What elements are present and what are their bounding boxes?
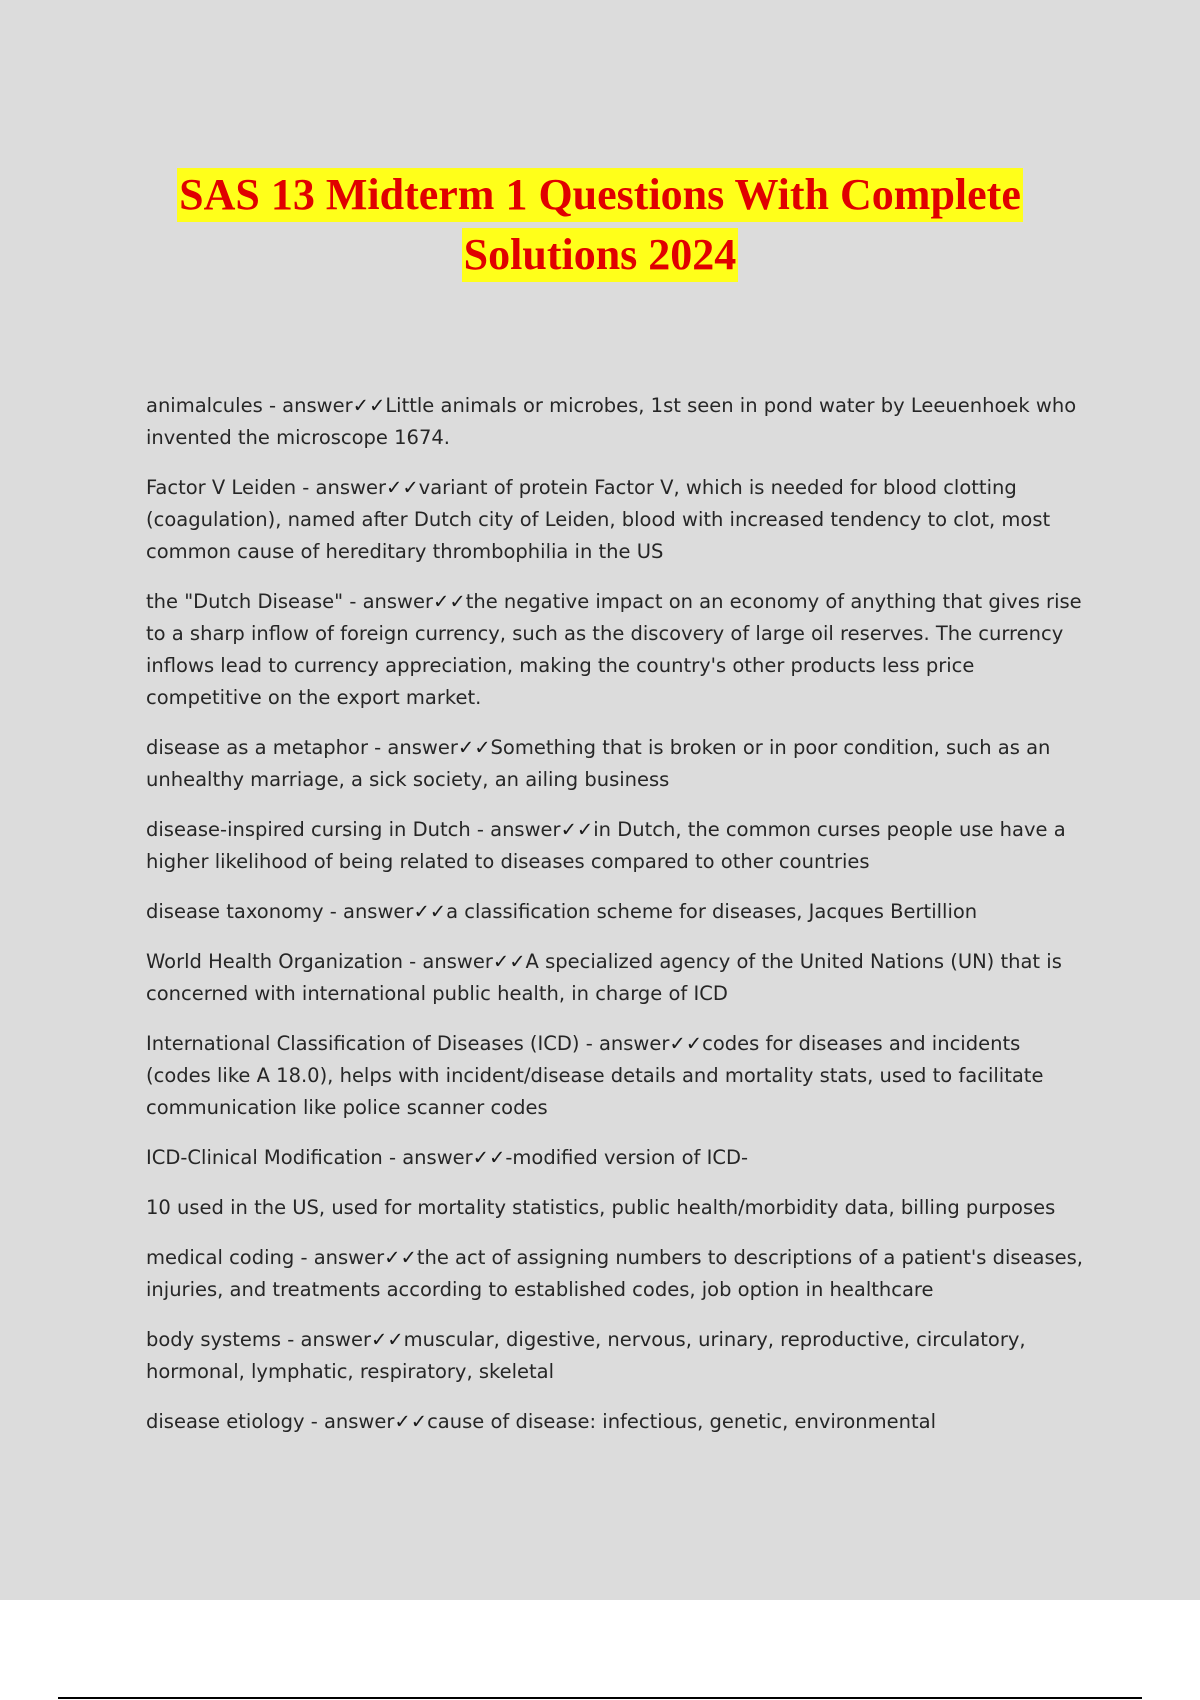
- qa-entry: [146, 1406, 1091, 1438]
- qa-answer-label: - answer: [343, 590, 434, 613]
- qa-term: disease as a metaphor: [146, 736, 368, 759]
- qa-term: disease-inspired cursing in Dutch: [146, 818, 471, 841]
- qa-answer: in Dutch, the common curses people use have a higher likelihood of being related to diseases compared to other countries: [146, 818, 1066, 873]
- qa-answer-label: - answer: [323, 900, 414, 923]
- qa-entry: [146, 1142, 1091, 1174]
- qa-term: body systems: [146, 1328, 282, 1351]
- double-check-icon: ✓✓: [560, 818, 594, 841]
- qa-entry: [146, 1242, 1091, 1306]
- qa-entry: [146, 1028, 1091, 1124]
- double-check-icon: ✓✓: [384, 1246, 417, 1269]
- qa-entry: [146, 586, 1091, 714]
- qa-term: the "Dutch Disease": [146, 590, 344, 613]
- qa-entry: [146, 814, 1091, 878]
- double-check-icon: ✓✓: [413, 900, 447, 923]
- qa-answer-label: - answer: [579, 1032, 670, 1055]
- qa-term: International Classification of Diseases (ICD): [146, 1032, 580, 1055]
- title-line-2: Solutions 2024: [462, 228, 739, 282]
- double-check-icon: ✓✓: [669, 1032, 703, 1055]
- qa-answer-label: - answer: [296, 476, 386, 499]
- qa-list: [146, 390, 1091, 1456]
- qa-term: disease etiology: [146, 1410, 305, 1433]
- qa-answer: cause of disease: infectious, genetic, environmental: [427, 1410, 937, 1433]
- double-check-icon: ✓✓: [457, 736, 491, 759]
- double-check-icon: ✓✓: [394, 1410, 428, 1433]
- qa-answer-label: - answer: [304, 1410, 395, 1433]
- qa-entry: [146, 732, 1091, 796]
- bottom-divider: [58, 1697, 1142, 1699]
- qa-answer-label: - answer: [382, 1146, 473, 1169]
- qa-answer: codes for diseases and incidents (codes like A 18.0), helps with incident/disease details and mortality stats, used to facilitate communication like police scanner codes: [146, 1032, 1044, 1119]
- qa-entry: [146, 472, 1091, 568]
- qa-answer-label: - answer: [294, 1246, 385, 1269]
- qa-answer-label: - answer: [367, 736, 458, 759]
- qa-entry: [146, 390, 1091, 454]
- qa-entry: [146, 896, 1091, 928]
- qa-continuation-line: [146, 1192, 1091, 1224]
- double-check-icon: ✓✓: [370, 1328, 404, 1351]
- qa-answer: the negative impact on an economy of anything that gives rise to a sharp inflow of foreign currency, such as the discovery of large oil reserves. The currency inflows lead to currency appreciation, making the country's other products less price competitive on the export market.: [146, 590, 1082, 709]
- qa-answer: the act of assigning numbers to descriptions of a patient's diseases, injuries, and treatments according to established codes, job option in healthcare: [146, 1246, 1083, 1301]
- qa-answer-label: - answer: [262, 394, 353, 417]
- qa-answer: variant of protein Factor V, which is needed for blood clotting (coagulation), named after Dutch city of Leiden, blood with increased tendency to clot, most common cause of hereditary thrombophilia in the US: [146, 476, 1051, 563]
- double-check-icon: ✓✓: [472, 1146, 506, 1169]
- qa-term: Factor V Leiden: [146, 476, 297, 499]
- qa-answer: A specialized agency of the United Nations (UN) that is concerned with international public health, in charge of ICD: [146, 950, 1062, 1005]
- qa-answer-label: - answer: [281, 1328, 371, 1351]
- document-title: [0, 168, 1200, 288]
- qa-answer: Little animals or microbes, 1st seen in pond water by Leeuenhoek who invented the microscope 1674.: [146, 394, 1077, 449]
- qa-answer: Something that is broken or in poor condition, such as an unhealthy marriage, a sick society, an ailing business: [146, 736, 1051, 791]
- qa-answer: -modified version of ICD-: [505, 1146, 749, 1169]
- qa-answer-label: - answer: [470, 818, 561, 841]
- qa-answer: 10 used in the US, used for mortality statistics, public health/morbidity data, billing purposes: [146, 1196, 1056, 1219]
- qa-entry: [146, 946, 1091, 1010]
- double-check-icon: ✓✓: [492, 950, 526, 973]
- double-check-icon: ✓✓: [433, 590, 466, 613]
- title-line-1: SAS 13 Midterm 1 Questions With Complete: [177, 168, 1023, 222]
- qa-term: World Health Organization: [146, 950, 403, 973]
- qa-answer: a classification scheme for diseases, Jacques Bertillion: [446, 900, 978, 923]
- qa-answer-label: - answer: [402, 950, 493, 973]
- qa-term: ICD-Clinical Modification: [146, 1146, 383, 1169]
- qa-entry: [146, 1324, 1091, 1388]
- double-check-icon: ✓✓: [385, 476, 419, 499]
- double-check-icon: ✓✓: [352, 394, 386, 417]
- qa-term: medical coding: [146, 1246, 295, 1269]
- qa-term: disease taxonomy: [146, 900, 324, 923]
- qa-term: animalcules: [146, 394, 263, 417]
- qa-answer: muscular, digestive, nervous, urinary, reproductive, circulatory, hormonal, lymphatic, respiratory, skeletal: [146, 1328, 1026, 1383]
